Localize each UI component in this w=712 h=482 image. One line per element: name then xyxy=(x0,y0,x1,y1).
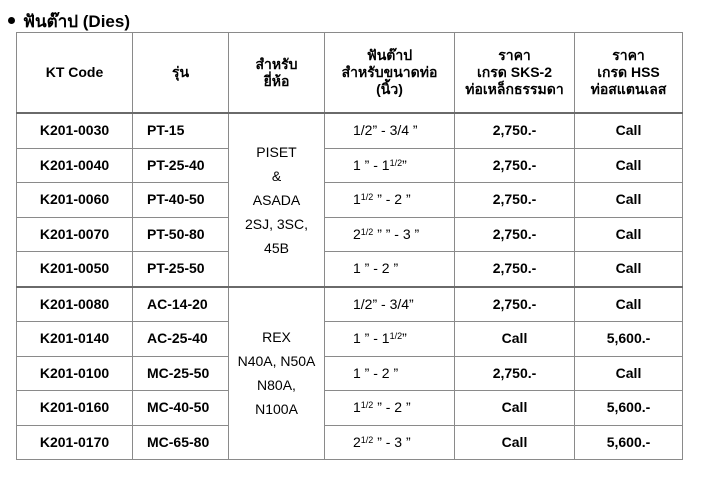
cell-model xyxy=(133,252,229,287)
header-kt-code: KT Code xyxy=(17,33,133,114)
price-sks-text: 2,750.- xyxy=(492,122,537,139)
kt-code-text: K201-0030 xyxy=(39,122,110,139)
table-row xyxy=(17,322,683,357)
cell-price-sks xyxy=(455,183,575,218)
cell-brand xyxy=(229,113,325,287)
size-part: 1/2” xyxy=(353,122,378,139)
size-part: ” - 2 ” xyxy=(377,399,411,416)
cell-pipe-size xyxy=(325,356,455,391)
kt-code-text: K201-0100 xyxy=(39,364,110,381)
model-text: PT-25-50 xyxy=(147,260,205,277)
model-text: AC-14-20 xyxy=(147,295,208,312)
brand-line: REX xyxy=(262,329,291,346)
size-fraction: 1/2 xyxy=(389,331,403,342)
price-hss-text: 5,600.- xyxy=(606,330,651,347)
price-hss-text: Call xyxy=(615,191,642,208)
cell-model xyxy=(133,113,229,148)
cell-model xyxy=(133,183,229,218)
table-row xyxy=(17,148,683,183)
table-row xyxy=(17,356,683,391)
size-part: 1 xyxy=(353,399,361,416)
header-size: ฟันต๊าป สำหรับขนาดท่อ (นิ้ว) xyxy=(325,33,455,114)
cell-kt-code xyxy=(17,391,133,426)
table-row xyxy=(17,425,683,460)
cell-model xyxy=(133,425,229,460)
kt-code-text: K201-0170 xyxy=(39,433,110,450)
size-part: - 1 xyxy=(373,156,390,173)
brand-line: PISET xyxy=(256,143,297,160)
cell-kt-code xyxy=(17,356,133,391)
cell-kt-code xyxy=(17,252,133,287)
cell-price-sks xyxy=(455,391,575,426)
kt-code-text: K201-0080 xyxy=(39,295,110,312)
cell-pipe-size xyxy=(325,217,455,252)
cell-price-hss xyxy=(575,322,683,357)
cell-kt-code xyxy=(17,322,133,357)
cell-kt-code xyxy=(17,183,133,218)
price-hss-text: Call xyxy=(615,225,642,242)
size-part: 1 ” xyxy=(353,156,370,173)
cell-price-hss xyxy=(575,217,683,252)
cell-model xyxy=(133,391,229,426)
size-fraction: 1/2 xyxy=(360,192,374,203)
brand-line: 45B xyxy=(264,239,289,256)
title-text: ฟันต๊าป (Dies) xyxy=(23,12,130,31)
size-part: - 3/4” xyxy=(381,295,414,312)
header-price-hss: ราคา เกรด HSS ท่อสแตนเลส xyxy=(575,33,683,114)
cell-price-hss xyxy=(575,113,683,148)
cell-kt-code xyxy=(17,148,133,183)
brand-line: 2SJ, 3SC, xyxy=(244,215,309,232)
size-part: ” xyxy=(402,156,407,173)
size-part: - 2 ” xyxy=(373,260,399,277)
cell-price-hss xyxy=(575,252,683,287)
page-title xyxy=(8,8,130,35)
cell-model xyxy=(133,356,229,391)
cell-kt-code xyxy=(17,287,133,322)
brand-line: N80A, xyxy=(257,377,296,394)
size-part: - 2 ” xyxy=(373,364,399,381)
header-model: รุ่น xyxy=(133,33,229,114)
cell-pipe-size xyxy=(325,252,455,287)
price-hss-text: Call xyxy=(615,260,642,277)
model-text: PT-50-80 xyxy=(147,225,205,242)
size-part: 2 xyxy=(353,433,361,450)
cell-kt-code xyxy=(17,113,133,148)
price-sks-text: Call xyxy=(501,399,528,416)
size-part: ” ” - 3 ” xyxy=(377,225,420,242)
cell-price-sks xyxy=(455,217,575,252)
cell-pipe-size xyxy=(325,287,455,322)
price-hss-text: Call xyxy=(615,156,642,173)
price-hss-text: 5,600.- xyxy=(606,399,651,416)
cell-price-sks xyxy=(455,425,575,460)
kt-code-text: K201-0060 xyxy=(39,191,110,208)
cell-price-hss xyxy=(575,391,683,426)
cell-price-sks xyxy=(455,287,575,322)
kt-code-text: K201-0050 xyxy=(39,260,110,277)
cell-price-sks xyxy=(455,148,575,183)
table-row xyxy=(17,113,683,148)
size-part: ” - 3 ” xyxy=(377,433,411,450)
cell-price-hss xyxy=(575,356,683,391)
cell-kt-code xyxy=(17,217,133,252)
bullet-icon xyxy=(8,17,15,24)
cell-model xyxy=(133,287,229,322)
cell-model xyxy=(133,217,229,252)
kt-code-text: K201-0160 xyxy=(39,399,110,416)
size-fraction: 1/2 xyxy=(389,157,403,168)
size-fraction: 1/2 xyxy=(360,434,374,445)
size-fraction: 1/2 xyxy=(360,226,374,237)
price-sks-text: 2,750.- xyxy=(492,295,537,312)
price-hss-text: Call xyxy=(615,122,642,139)
dies-price-table xyxy=(16,32,683,460)
price-sks-text: 2,750.- xyxy=(492,225,537,242)
cell-pipe-size xyxy=(325,183,455,218)
size-part: ” - 2 ” xyxy=(377,191,411,208)
model-text: MC-65-80 xyxy=(147,433,210,450)
brand-line: & xyxy=(271,167,282,184)
table-row xyxy=(17,183,683,218)
price-hss-text: Call xyxy=(615,295,642,312)
cell-pipe-size xyxy=(325,148,455,183)
size-part: ” xyxy=(402,330,407,347)
price-sks-text: 2,750.- xyxy=(492,191,537,208)
size-part: 2 xyxy=(353,225,361,242)
price-sks-text: 2,750.- xyxy=(492,364,537,381)
cell-price-hss xyxy=(575,148,683,183)
size-part: - 3/4 ” xyxy=(381,122,418,139)
header-brand: สำหรับ ยี่ห้อ xyxy=(229,33,325,114)
price-sks-text: Call xyxy=(501,433,528,450)
cell-price-hss xyxy=(575,183,683,218)
kt-code-text: K201-0070 xyxy=(39,225,110,242)
model-text: AC-25-40 xyxy=(147,330,208,347)
table-row xyxy=(17,217,683,252)
size-part: 1 ” xyxy=(353,260,370,277)
price-hss-text: 5,600.- xyxy=(606,433,651,450)
cell-price-hss xyxy=(575,287,683,322)
price-hss-text: Call xyxy=(615,364,642,381)
model-text: MC-40-50 xyxy=(147,399,210,416)
size-fraction: 1/2 xyxy=(360,400,374,411)
price-sks-text: 2,750.- xyxy=(492,260,537,277)
size-part: 1/2” xyxy=(353,295,378,312)
brand-line: N40A, N50A xyxy=(237,353,316,370)
cell-model xyxy=(133,148,229,183)
table-row xyxy=(17,287,683,322)
model-text: PT-25-40 xyxy=(147,156,205,173)
kt-code-text: K201-0040 xyxy=(39,156,110,173)
cell-price-sks xyxy=(455,356,575,391)
cell-price-hss xyxy=(575,425,683,460)
size-part: - 1 xyxy=(373,330,390,347)
table-row xyxy=(17,252,683,287)
cell-kt-code xyxy=(17,425,133,460)
table-header-row xyxy=(17,33,683,114)
cell-pipe-size xyxy=(325,113,455,148)
header-price-sks: ราคา เกรด SKS-2 ท่อเหล็กธรรมดา xyxy=(455,33,575,114)
price-sks-text: 2,750.- xyxy=(492,156,537,173)
price-sks-text: Call xyxy=(501,330,528,347)
kt-code-text: K201-0140 xyxy=(39,330,110,347)
cell-model xyxy=(133,322,229,357)
size-part: 1 xyxy=(353,191,361,208)
table-row xyxy=(17,391,683,426)
cell-price-sks xyxy=(455,252,575,287)
model-text: PT-40-50 xyxy=(147,191,205,208)
size-part: 1 ” xyxy=(353,364,370,381)
cell-pipe-size xyxy=(325,391,455,426)
brand-line: ASADA xyxy=(252,191,301,208)
model-text: PT-15 xyxy=(147,122,185,139)
model-text: MC-25-50 xyxy=(147,364,210,381)
cell-brand xyxy=(229,287,325,460)
cell-price-sks xyxy=(455,322,575,357)
size-part: 1 ” xyxy=(353,330,370,347)
brand-line: N100A xyxy=(255,401,298,418)
cell-pipe-size xyxy=(325,425,455,460)
cell-price-sks xyxy=(455,113,575,148)
cell-pipe-size xyxy=(325,322,455,357)
